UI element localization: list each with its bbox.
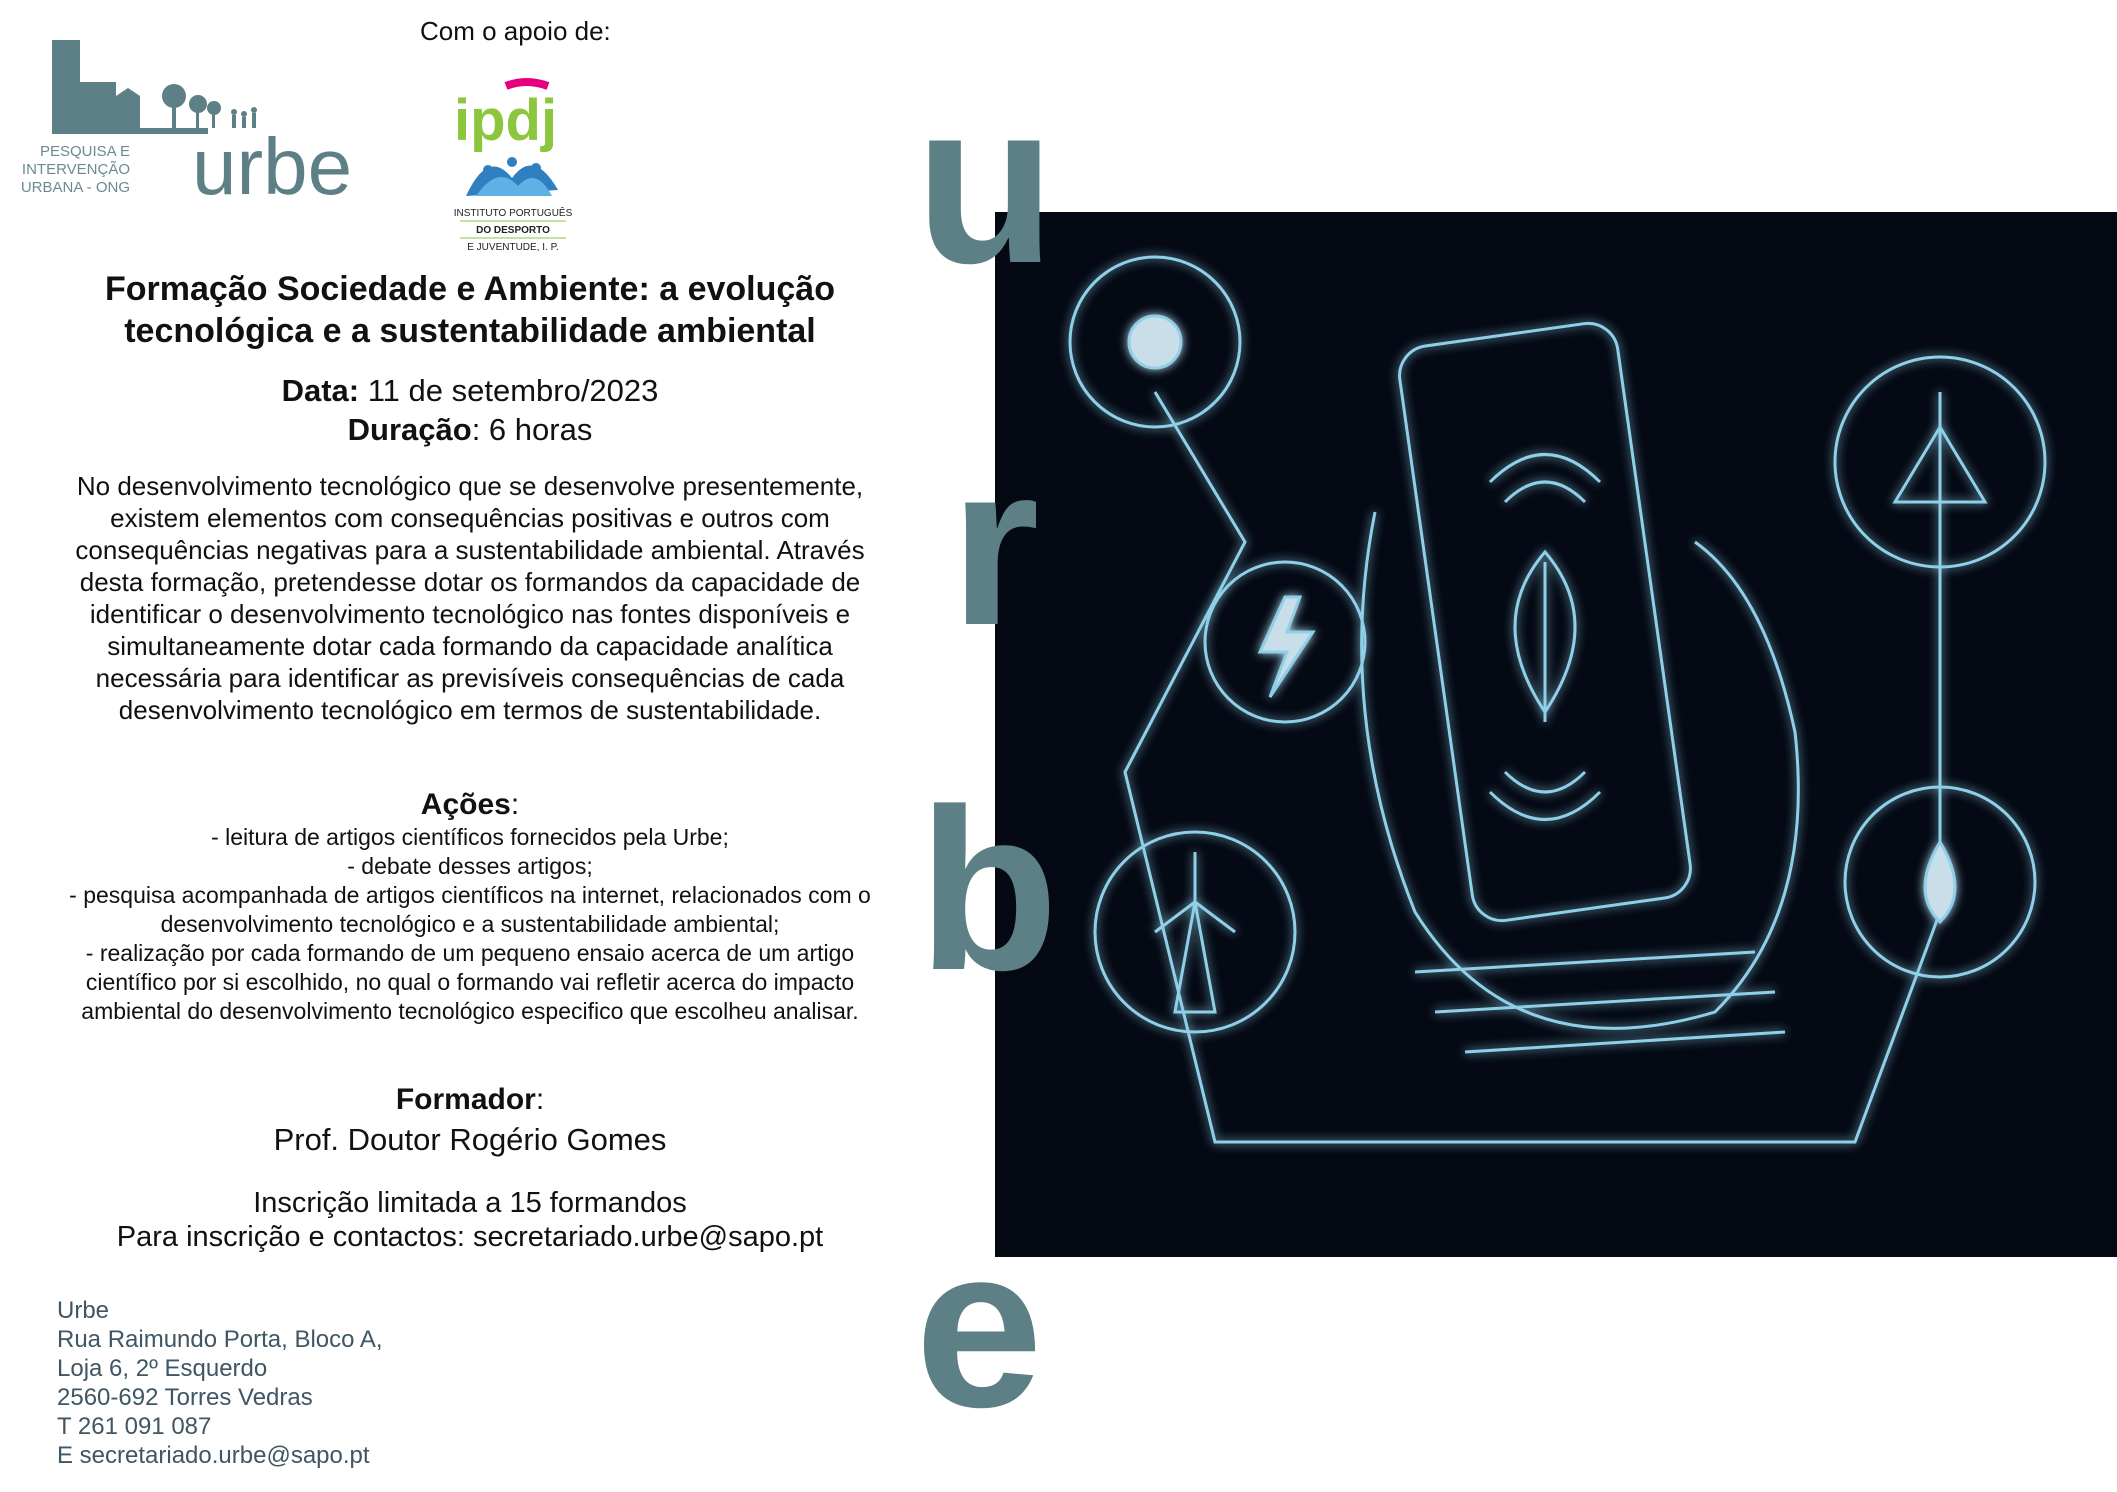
event-duration	[40, 412, 900, 448]
enrollment-contact: Para inscrição e contactos: secretariado.urbe@sapo.pt	[116, 1221, 824, 1253]
address-email[interactable]: E secretariado.urbe@sapo.pt	[57, 1442, 370, 1469]
duration-value: : 6 horas	[471, 412, 593, 447]
ipdj-line-3: E JUVENTUDE, I. P.	[467, 242, 559, 253]
address-unit: Loja 6, 2º Esquerdo	[57, 1355, 268, 1382]
address-org: Urbe	[57, 1297, 110, 1324]
urbe-logo	[20, 40, 388, 211]
illustration-graphic	[995, 212, 2117, 1257]
hand-icon	[1362, 512, 1799, 1028]
ipdj-wordmark: ipdj	[454, 88, 558, 153]
side-letter-b: b	[918, 761, 1059, 1018]
event-title: Formação Sociedade e Ambiente: a evolução tecnológica e a sustentabilidade ambiental	[105, 270, 835, 350]
ipdj-line-2: DO DESPORTO	[476, 225, 550, 236]
address-city: 2560-692 Torres Vedras	[57, 1384, 313, 1411]
side-letter-u: u	[915, 54, 1056, 311]
list-item: - debate desses artigos;	[347, 853, 593, 879]
urbe-wordmark: urbe	[192, 122, 353, 211]
actions-heading-label: Ações	[420, 788, 511, 821]
trainer-heading-label: Formador	[395, 1083, 536, 1116]
actions-heading-suffix: :	[510, 788, 520, 821]
urbe-tagline-1: PESQUISA E	[39, 143, 130, 160]
urbe-tagline-3: URBANA - ONG	[20, 179, 130, 196]
address-block	[57, 1296, 383, 1470]
signal-waves-icon	[1490, 455, 1600, 503]
leaf-icon	[1515, 552, 1575, 722]
trainer-heading-suffix: :	[535, 1083, 545, 1116]
date-label: Data:	[281, 373, 360, 408]
event-description: No desenvolvimento tecnológico que se desenvolve presentemente, existem elementos com consequências positivas e outros com consequências negativas para a sustentabilidade ambiental. Através desta formação, pretendesse dotar os formandos da capacidade de identificar o desenvolvimento tecnológico nas fontes disponíveis e simultaneamente dotar cada formando da capacidade analítica necessária para identificar as previsíveis consequências de cada desenvolvimento tecnológico em termos de sustentabilidade.	[75, 471, 865, 725]
urbe-logo-graphic	[20, 40, 388, 211]
list-item: - leitura de artigos científicos fornecidos pela Urbe;	[211, 824, 729, 850]
ipdj-line-1: INSTITUTO PORTUGUÊS	[453, 208, 573, 219]
actions-heading	[40, 788, 900, 822]
actions-list	[40, 823, 900, 1026]
enrollment-limit: Inscrição limitada a 15 formandos	[253, 1187, 687, 1219]
address-street: Rua Raimundo Porta, Bloco A,	[57, 1326, 383, 1353]
support-label: Com o apoio de:	[420, 16, 611, 46]
address-phone: T 261 091 087	[57, 1413, 212, 1440]
trainer-heading	[40, 1083, 900, 1117]
side-letter-e: e	[915, 1198, 1043, 1455]
ipdj-logo-graphic	[448, 78, 578, 253]
event-date	[40, 373, 900, 409]
date-value: 11 de setembro/2023	[359, 373, 659, 408]
ipdj-logo	[448, 78, 578, 253]
urbe-tagline-2: INTERVENÇÃO	[21, 161, 130, 178]
trainer-name: Prof. Doutor Rogério Gomes	[273, 1122, 667, 1157]
list-item: - pesquisa acompanhada de artigos científicos na internet, relacionados com o desenvolvimento tecnológico e a sustentabilidade ambiental;	[69, 882, 871, 937]
duration-label: Duração	[347, 412, 472, 447]
list-item: - realização por cada formando de um pequeno ensaio acerca de um artigo científico por si escolhido, no qual o formando vai refletir acerca do impacto ambiental do desenvolvimento tecnológico especifico que escolheu analisar.	[81, 940, 859, 1024]
side-letter-r: r	[950, 416, 1040, 673]
technology-sustainability-illustration	[995, 212, 2117, 1257]
